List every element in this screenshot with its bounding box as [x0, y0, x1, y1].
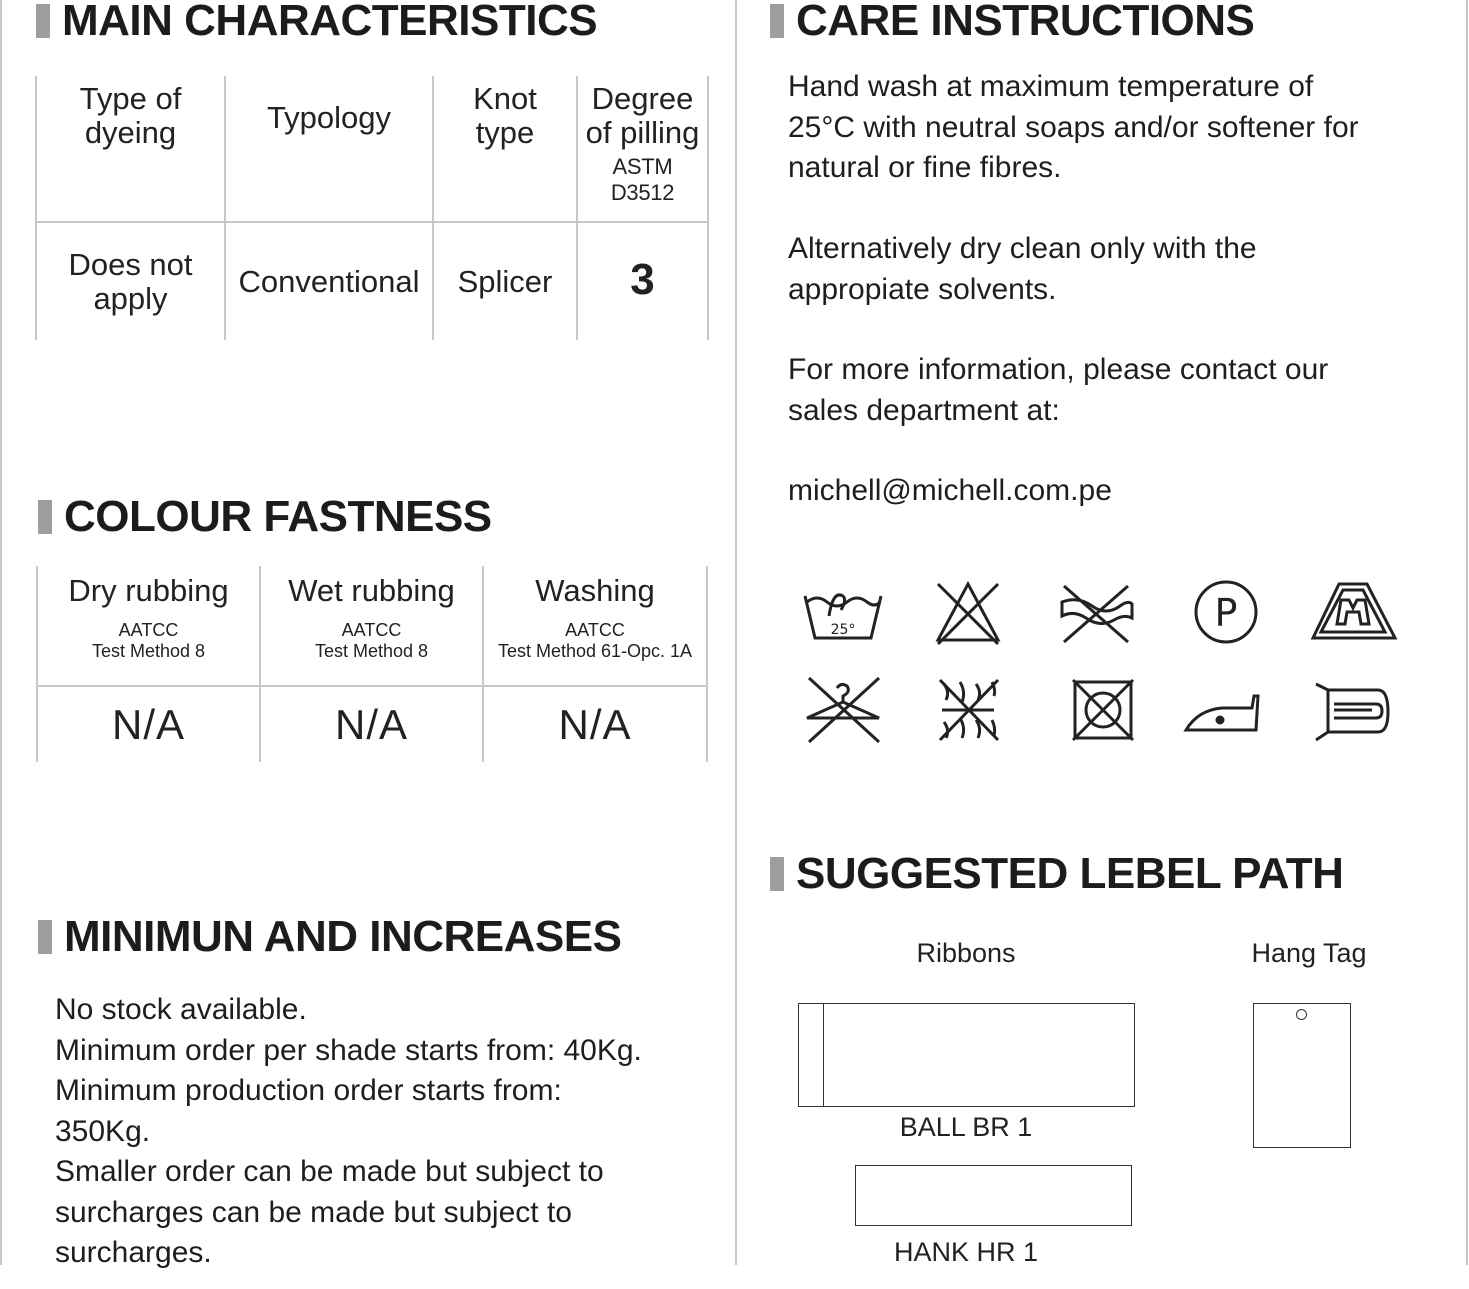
- hang-tag-hole: [1296, 1009, 1307, 1020]
- care-line: 25°C with neutral soaps and/or softener for: [788, 110, 1359, 144]
- care-paragraph-3: [788, 350, 1458, 431]
- header-typology: Typology: [225, 76, 433, 222]
- label-path-heading: [770, 849, 1343, 899]
- value-type-of-dyeing: Does not apply: [36, 222, 225, 340]
- heading-marker: [770, 857, 784, 891]
- care-line: sales department at:: [788, 393, 1060, 427]
- heading-marker: [36, 4, 50, 38]
- hand-wash-25-icon: [795, 576, 891, 648]
- value-washing: N/A: [483, 686, 707, 762]
- do-not-hang-dry-icon: [795, 674, 891, 746]
- value-knot-type: Splicer: [433, 222, 577, 340]
- minimum-title: MINIMUN AND INCREASES: [64, 912, 622, 961]
- minimum-line: Smaller order can be made but subject to: [55, 1155, 604, 1188]
- minimum-line: Minimum production order starts from:: [55, 1074, 562, 1107]
- care-line: natural or fine fibres.: [788, 151, 1062, 184]
- heading-marker: [770, 4, 784, 38]
- header-type-of-dyeing: Type of dyeing: [36, 76, 225, 222]
- care-instructions-title: CARE INSTRUCTIONS: [796, 0, 1255, 45]
- main-characteristics-table: [35, 76, 709, 340]
- minimum-line: Minimum order per shade starts from: 40Kg.: [55, 1033, 642, 1067]
- header-washing: Washing AATCC Test Method 61-Opc. 1A: [483, 566, 707, 686]
- minimum-line: surcharges.: [55, 1236, 212, 1269]
- hank-ribbon-shape: [855, 1165, 1132, 1226]
- heading-marker: [38, 920, 52, 954]
- hang-tag-shape: [1253, 1003, 1351, 1148]
- hank-label: HANK HR 1: [893, 1237, 1039, 1267]
- svg-text:25°: 25°: [830, 622, 856, 638]
- label-path-title: SUGGESTED LEBEL PATH: [796, 849, 1344, 898]
- care-line: Hand wash at maximum temperature of: [788, 70, 1314, 103]
- main-characteristics-title: MAIN CHARACTERISTICS: [62, 0, 598, 45]
- hang-tag-label: Hang Tag: [1251, 938, 1367, 968]
- header-dry-rubbing: Dry rubbing AATCC Test Method 8: [37, 566, 260, 686]
- colour-fastness-title: COLOUR FASTNESS: [64, 492, 492, 541]
- iron-low-icon: [1178, 674, 1274, 746]
- ball-label: BALL BR 1: [899, 1112, 1033, 1142]
- minimum-line: surcharges can be made but subject to: [55, 1195, 572, 1229]
- header-knot-type: Knot type: [433, 76, 577, 222]
- minimum-heading: [38, 912, 621, 962]
- dry-clean-p-icon: [1178, 576, 1274, 648]
- care-line: appropiate solvents.: [788, 272, 1057, 306]
- care-line: Alternatively dry clean only with the: [788, 232, 1257, 265]
- do-not-tumble-dry-icon: [1055, 674, 1151, 746]
- value-dry-rubbing: N/A: [37, 686, 260, 762]
- right-edge-divider: [1466, 0, 1468, 1265]
- care-paragraph-2: [788, 229, 1458, 310]
- header-wet-rubbing: Wet rubbing AATCC Test Method 8: [260, 566, 483, 686]
- do-not-bleach-icon: [920, 576, 1016, 648]
- minimum-text: [55, 990, 725, 1274]
- do-not-wring-icon: [1048, 576, 1144, 648]
- minimum-line: No stock available.: [55, 993, 307, 1026]
- pilling-standard: ASTM D3512: [610, 154, 675, 205]
- value-typology: Conventional: [225, 222, 433, 340]
- colour-fastness-table: [36, 566, 708, 762]
- contact-email: [788, 471, 1112, 512]
- value-degree-of-pilling: 3: [577, 222, 708, 340]
- dry-flat-icon: [1305, 576, 1401, 648]
- care-instructions-heading: [770, 0, 1254, 46]
- svg-text:P: P: [1214, 591, 1238, 635]
- fold-garment-icon: [1308, 674, 1404, 746]
- colour-fastness-heading: [38, 492, 492, 542]
- center-column-divider: [735, 0, 737, 1265]
- header-degree-of-pilling: Degree of pilling ASTM D3512: [577, 76, 708, 222]
- minimum-line: 350Kg.: [55, 1114, 151, 1148]
- do-not-steam-icon: [920, 674, 1016, 746]
- care-line: For more information, please contact our: [788, 353, 1329, 386]
- main-characteristics-heading: [36, 0, 597, 46]
- left-edge-divider: [0, 0, 2, 1265]
- ribbons-label: Ribbons: [916, 938, 1016, 968]
- email-text: michell@michell.com.pe: [788, 474, 1112, 507]
- value-wet-rubbing: N/A: [260, 686, 483, 762]
- heading-marker: [38, 500, 52, 534]
- ribbon-fold: [823, 1004, 824, 1106]
- ball-ribbon-shape: [798, 1003, 1135, 1107]
- care-paragraph-1: [788, 67, 1458, 189]
